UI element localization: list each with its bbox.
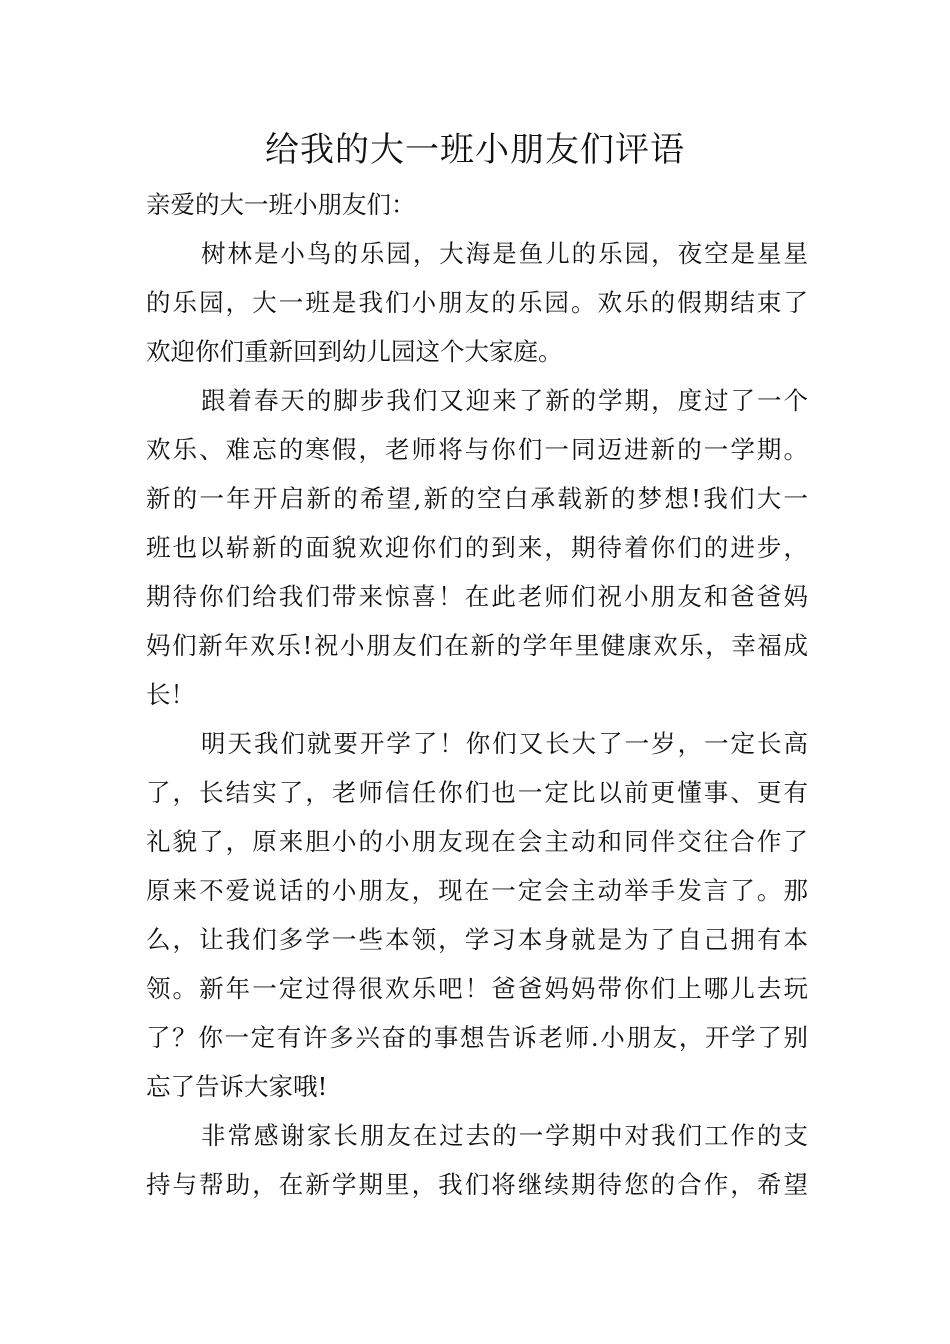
document-title: 给我的大一班小朋友们评语	[265, 130, 685, 170]
paragraph-line: 班也以崭新的面貌欢迎你们的到来，期待着你们的进步，	[146, 533, 808, 562]
paragraph-line: 妈们新年欢乐!祝小朋友们在新的学年里健康欢乐，幸福成	[146, 631, 808, 660]
paragraph-1	[146, 229, 808, 376]
paragraph-line: 欢迎你们重新回到幼儿园这个大家庭。	[146, 337, 563, 366]
paragraph-line: 非常感谢家长朋友在过去的一学期中对我们工作的支	[201, 1121, 808, 1150]
paragraph-line: 忘了告诉大家哦!	[146, 1072, 328, 1101]
document-body	[146, 180, 808, 1209]
paragraph-line: 么，让我们多学一些本领，学习本身就是为了自己拥有本	[146, 925, 808, 954]
paragraph-line: 树林是小鸟的乐园，大海是鱼儿的乐园，夜空是星星	[201, 239, 808, 268]
paragraph-line: 原来不爱说话的小朋友，现在一定会主动举手发言了。那	[146, 876, 808, 905]
paragraph-line: 跟着春天的脚步我们又迎来了新的学期，度过了一个	[201, 386, 808, 415]
paragraph-line: 持与帮助，在新学期里，我们将继续期待您的合作，希望	[146, 1170, 808, 1199]
paragraph-line: 新的一年开启新的希望,新的空白承载新的梦想!我们大一	[146, 484, 808, 513]
paragraph-line: 明天我们就要开学了！你们又长大了一岁，一定长高	[201, 729, 808, 758]
paragraph-line: 欢乐、难忘的寒假，老师将与你们一同迈进新的一学期。	[146, 435, 808, 464]
paragraph-line: 礼貌了，原来胆小的小朋友现在会主动和同伴交往合作了	[146, 827, 808, 856]
paragraph-line: 期待你们给我们带来惊喜！在此老师们祝小朋友和爸爸妈	[146, 582, 808, 611]
paragraph-line: 的乐园，大一班是我们小朋友的乐园。欢乐的假期结束了	[146, 288, 808, 317]
greeting-line: 亲爱的大一班小朋友们：	[146, 190, 416, 219]
paragraph-line: 长！	[146, 680, 195, 709]
paragraph-4	[146, 1111, 808, 1209]
paragraph-line: 领。新年一定过得很欢乐吧！爸爸妈妈带你们上哪儿去玩	[146, 974, 808, 1003]
paragraph-2	[146, 376, 808, 719]
paragraph-line: 了，长结实了，老师信任你们也一定比以前更懂事、更有	[146, 778, 808, 807]
paragraph-3	[146, 719, 808, 1111]
paragraph-line: 了？你一定有许多兴奋的事想告诉老师.小朋友，开学了别	[146, 1023, 808, 1052]
